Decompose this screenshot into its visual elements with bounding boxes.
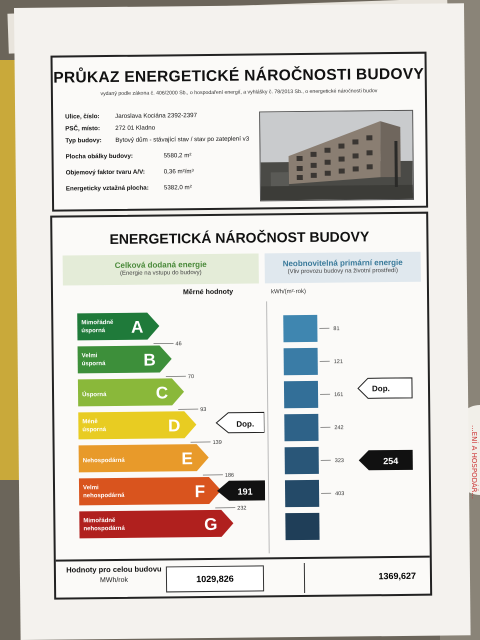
primary-scale-segment-3 — [284, 381, 318, 408]
ref-area-value: 5382,0 m² — [163, 184, 192, 192]
type-label: Typ budovy: — [65, 137, 102, 145]
header-box — [51, 52, 429, 212]
primary-threshold-label: 403 — [335, 491, 345, 498]
energy-class-bar-b — [78, 345, 172, 373]
primary-threshold-label: 161 — [334, 392, 344, 399]
threshold-label: 139 — [212, 439, 222, 446]
threshold-label: 232 — [237, 505, 247, 512]
primary-threshold-label: 81 — [333, 326, 340, 333]
totals-label: Hodnoty pro celou budovu — [66, 564, 162, 575]
energy-class-name: Velmi — [81, 353, 98, 360]
energy-class-name: Méně — [82, 419, 98, 426]
panel-title: ENERGETICKÁ NÁROČNOST BUDOVY — [109, 228, 370, 248]
certificate-sheet — [14, 3, 471, 640]
primary-recommended-label: Dop. — [371, 384, 390, 394]
primary-scale-segment-4 — [284, 414, 318, 441]
type-row — [65, 135, 250, 145]
building-photo-image — [260, 111, 413, 201]
primary-current-value-label: 254 — [383, 456, 399, 467]
ref-area-row — [65, 184, 192, 193]
energy-class-name: Velmi — [83, 485, 99, 492]
primary-scale-segment-6 — [285, 480, 319, 507]
recommended-label: Dop. — [236, 419, 255, 429]
psc-value: 272 01 Kladno — [115, 124, 156, 132]
energy-class-letter: G — [204, 514, 218, 535]
factor-label: Objemový faktor tvaru A/V: — [65, 168, 145, 177]
energy-class-letter: E — [181, 449, 193, 469]
energy-class-name: nehospodárná — [83, 525, 125, 533]
threshold-label: 46 — [175, 341, 182, 348]
factor-row — [65, 168, 194, 177]
primary-scale-segment-5 — [285, 447, 319, 474]
primary-scale-segment-1 — [283, 315, 317, 342]
energy-class-letter: A — [130, 317, 144, 337]
primary-threshold-label: 323 — [334, 458, 344, 465]
energy-class-name: Nehospodárná — [82, 457, 125, 465]
left-column-title: Celková dodaná energie — [114, 259, 207, 270]
units-value: kWh/(m²·rok) — [270, 288, 307, 296]
energy-panel — [50, 212, 432, 600]
street-row — [65, 112, 198, 121]
area-row — [65, 152, 192, 161]
primary-threshold-label: 242 — [334, 425, 344, 432]
total-delivered-energy-value: 1029,826 — [166, 565, 264, 592]
total-primary-energy-value: 1369,627 — [378, 570, 417, 582]
primary-scale-segment-7 — [285, 513, 319, 540]
delivered-energy-scale — [63, 303, 266, 555]
units-row — [63, 286, 421, 304]
primary-scale-segment-2 — [284, 348, 318, 375]
energy-class-name: úsporná — [81, 328, 106, 335]
energy-class-name: Mimořádně — [81, 319, 114, 327]
side-stamp-text: ...ENÍ A HOSPODÁŘ... — [470, 425, 478, 499]
energy-class-name: úsporná — [82, 427, 107, 434]
factor-value: 0,36 m²/m³ — [163, 168, 194, 176]
energy-class-name: nehospodárná — [83, 492, 125, 500]
right-column-subtitle: (Vliv provozu budovy na životní prostředí) — [287, 267, 398, 276]
totals-row — [56, 556, 430, 600]
threshold-label: 93 — [200, 407, 207, 414]
street-label: Ulice, číslo: — [65, 113, 100, 121]
energy-class-letter: B — [143, 350, 156, 370]
street-value: Jaroslava Kociána 2392-2397 — [115, 112, 198, 120]
energy-class-name: Úsporná — [82, 392, 107, 399]
energy-class-letter: C — [155, 383, 169, 403]
left-column-header — [63, 253, 259, 285]
primary-energy-scale — [275, 302, 424, 554]
energy-class-name: Mimořádně — [83, 517, 116, 525]
threshold-label: 70 — [187, 374, 195, 381]
document-title: PRŮKAZ ENERGETICKÉ NÁROČNOSTI BUDOVY — [53, 65, 425, 87]
energy-class-name: úsporná — [81, 361, 106, 368]
column-divider — [266, 301, 270, 553]
document-subtitle: vydaný podle zákona č. 406/2000 Sb., o hospodaření energií, a vyhlášky č. 78/2013 Sb., o energetické náročnosti budov — [100, 88, 378, 98]
building-photo — [259, 110, 414, 202]
ref-area-label: Energeticky vztažná plocha: — [65, 184, 149, 193]
threshold-label: 186 — [224, 472, 235, 479]
right-column-title: Neobnovitelná primární energie — [282, 257, 403, 269]
primary-threshold-label: 121 — [333, 359, 343, 366]
area-label: Plocha obálky budovy: — [65, 152, 133, 161]
totals-unit: MWh/rok — [99, 576, 129, 585]
left-column-subtitle: (Energie na vstupu do budovy) — [119, 270, 202, 277]
area-value: 5580,2 m² — [163, 152, 192, 160]
units-label: Měrné hodnoty — [182, 288, 234, 297]
energy-class-bar-a — [77, 312, 159, 340]
energy-class-letter: D — [168, 416, 181, 436]
building-info — [65, 108, 254, 202]
right-column-header — [265, 252, 421, 284]
energy-class-letter: F — [194, 482, 206, 502]
current-value-label: 191 — [237, 486, 253, 497]
psc-label: PSČ, místo: — [65, 125, 101, 133]
psc-row — [65, 124, 156, 133]
type-value: Bytový dům - stávající stav / stav po zateplení v3 — [115, 135, 250, 144]
